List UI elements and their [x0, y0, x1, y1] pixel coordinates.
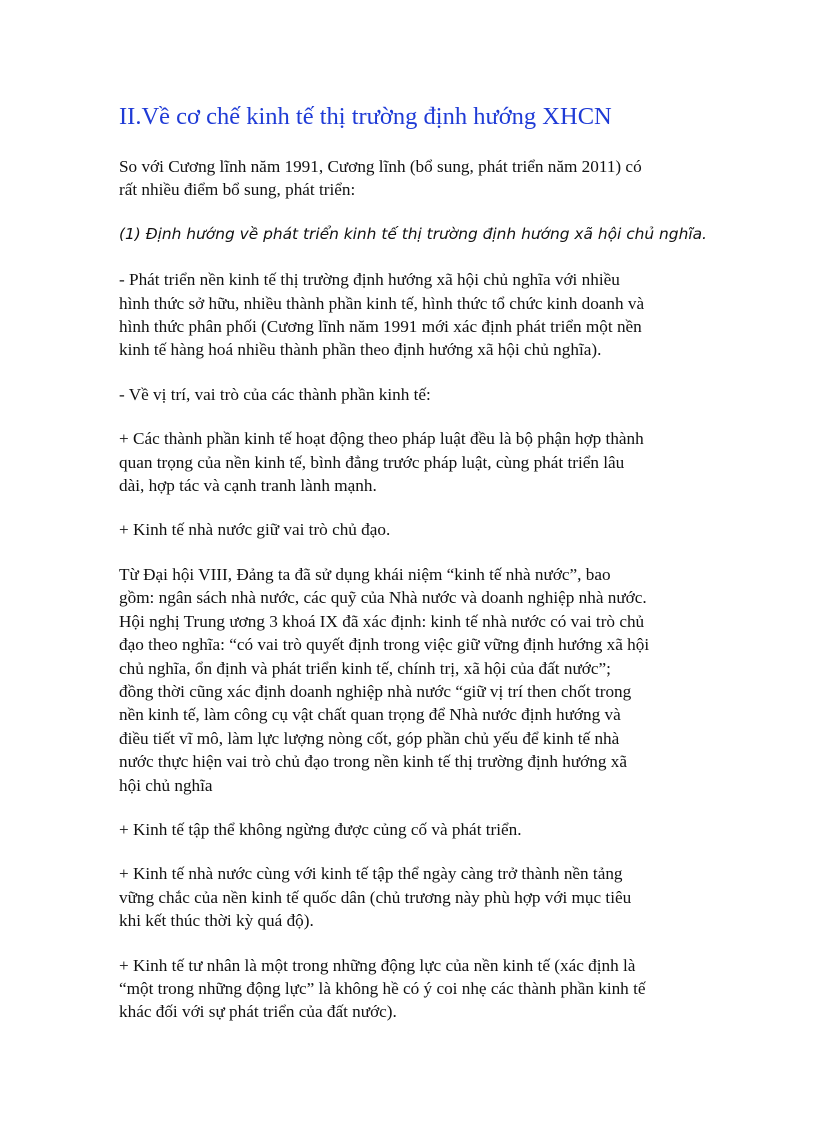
text-line: So với Cương lĩnh năm 1991, Cương lĩnh (bổ sung, phát triển năm 2011) có — [119, 157, 642, 176]
text-line: - Về vị trí, vai trò của các thành phần kinh tế: — [119, 384, 431, 404]
text-line: + Kinh tế nhà nước giữ vai trò chủ đạo. — [119, 520, 391, 540]
text-line: kinh tế hàng hoá nhiều thành phần theo định hướng xã hội chủ nghĩa). — [119, 340, 602, 360]
sectors-paragraph — [119, 427, 709, 497]
private-economy-paragraph — [119, 954, 709, 1024]
text-line: + Kinh tế tư nhân là một trong những động lực của nền kinh tế (xác định là — [119, 955, 636, 975]
text-line: nước thực hiện vai trò chủ đạo trong nền kinh tế thị trường định hướng xã — [119, 752, 627, 772]
text-line: rất nhiều điểm bổ sung, phát triển: — [119, 180, 356, 200]
orientation-subheading — [119, 223, 709, 246]
text-line: khác đối với sự phát triển của đất nước). — [119, 1002, 397, 1022]
text-line: hình thức sở hữu, nhiều thành phần kinh tế, hình thức tổ chức kinh doanh và — [119, 293, 645, 313]
intro-paragraph — [119, 155, 709, 202]
text-line: quan trọng của nền kinh tế, bình đẳng trước pháp luật, cùng phát triển lâu — [119, 452, 625, 472]
section-heading: II.Về cơ chế kinh tế thị trường định hướng XHCN — [119, 103, 612, 130]
text-line: + Các thành phần kinh tế hoạt động theo pháp luật đều là bộ phận hợp thành — [119, 429, 644, 449]
text-line: Hội nghị Trung ương 3 khoá IX đã xác định: kinh tế nhà nước có vai trò chủ — [119, 611, 645, 631]
text-line: vững chắc của nền kinh tế quốc dân (chủ trương này phù hợp với mục tiêu — [119, 887, 632, 907]
text-line: (1) Định hướng về phát triển kinh tế thị trường định hướng xã hội chủ nghĩa. — [119, 224, 707, 243]
state-economy-detail-paragraph — [119, 563, 709, 797]
text-line: điều tiết vĩ mô, làm lực lượng nòng cốt, góp phần chủ yếu để kinh tế nhà — [119, 728, 620, 748]
text-line: - Phát triển nền kinh tế thị trường định hướng xã hội chủ nghĩa với nhiều — [119, 270, 620, 290]
text-line: nền kinh tế, làm công cụ vật chất quan trọng để Nhà nước định hướng và — [119, 705, 621, 725]
text-line: + Kinh tế tập thể không ngừng được củng cố và phát triển. — [119, 819, 522, 839]
state-economy-paragraph — [119, 518, 709, 541]
text-line: Từ Đại hội VIII, Đảng ta đã sử dụng khái niệm “kinh tế nhà nước”, bao — [119, 564, 611, 584]
text-line: đạo theo nghĩa: “có vai trò quyết định trong việc giữ vững định hướng xã hội — [119, 635, 650, 655]
text-line: + Kinh tế nhà nước cùng với kinh tế tập thể ngày càng trở thành nền tảng — [119, 864, 623, 884]
foundation-paragraph — [119, 862, 709, 932]
collective-economy-paragraph — [119, 818, 709, 841]
document-page — [119, 100, 709, 1045]
text-line: “một trong những động lực” là không hề có ý coi nhẹ các thành phần kinh tế — [119, 978, 646, 998]
text-line: chủ nghĩa, ổn định và phát triển kinh tế, chính trị, xã hội của đất nước”; — [119, 658, 611, 678]
role-intro-paragraph — [119, 383, 709, 406]
development-paragraph — [119, 268, 709, 362]
text-line: gồm: ngân sách nhà nước, các quỹ của Nhà nước và doanh nghiệp nhà nước. — [119, 588, 647, 608]
text-line: khi kết thúc thời kỳ quá độ). — [119, 911, 314, 931]
text-line: hình thức phân phối (Cương lĩnh năm 1991 mới xác định phát triển một nền — [119, 317, 642, 337]
text-line: dài, hợp tác và cạnh tranh lành mạnh. — [119, 476, 377, 496]
text-line: đồng thời cũng xác định doanh nghiệp nhà nước “giữ vị trí then chốt trong — [119, 681, 632, 701]
text-line: hội chủ nghĩa — [119, 775, 213, 795]
